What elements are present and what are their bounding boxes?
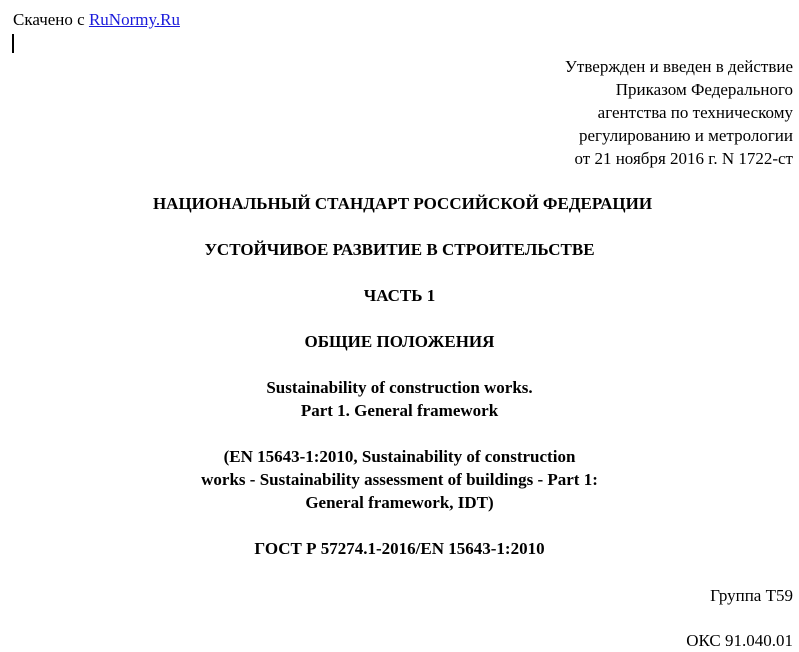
approval-line: Утвержден и введен в действие	[564, 57, 793, 76]
equivalent-line: General framework, IDT)	[305, 493, 494, 512]
standard-type-text: НАЦИОНАЛЬНЫЙ СТАНДАРТ РОССИЙСКОЙ ФЕДЕРАЦИИ	[152, 194, 653, 213]
document-subtitle-text: ОБЩИЕ ПОЛОЖЕНИЯ	[304, 332, 495, 351]
equivalent-line: (EN 15643-1:2010, Sustainability of construction	[223, 447, 576, 466]
standard-designation-text: ГОСТ Р 57274.1-2016/EN 15643-1:2010	[254, 539, 545, 558]
classification-group: Группа Т59	[710, 586, 793, 605]
approval-line: от 21 ноября 2016 г. N 1722-ст	[574, 149, 793, 168]
document-part-text: ЧАСТЬ 1	[363, 286, 436, 305]
english-title-line: Sustainability of construction works.	[266, 378, 533, 397]
oks-code: ОКС 91.040.01	[686, 631, 793, 650]
document-subtitle	[0, 330, 799, 353]
approval-line: агентства по техническому	[597, 103, 793, 122]
document-part	[0, 284, 799, 307]
standard-designation	[0, 537, 799, 560]
document-title	[0, 238, 799, 261]
approval-line: Приказом Федерального	[615, 80, 793, 99]
source-prefix: Скачено с	[13, 10, 89, 29]
source-line	[13, 9, 180, 31]
english-title	[0, 376, 799, 422]
english-title-line: Part 1. General framework	[300, 401, 499, 420]
approval-block	[393, 55, 793, 170]
approval-line: регулированию и метрологии	[578, 126, 793, 145]
standard-type-heading	[0, 192, 799, 215]
document-title-text: УСТОЙЧИВОЕ РАЗВИТИЕ В СТРОИТЕЛЬСТВЕ	[204, 240, 595, 259]
source-link[interactable]: RuNormy.Ru	[88, 10, 180, 29]
text-cursor	[12, 34, 14, 53]
equivalent-standard	[0, 445, 799, 514]
equivalent-line: works - Sustainability assessment of buildings - Part 1:	[201, 470, 598, 489]
